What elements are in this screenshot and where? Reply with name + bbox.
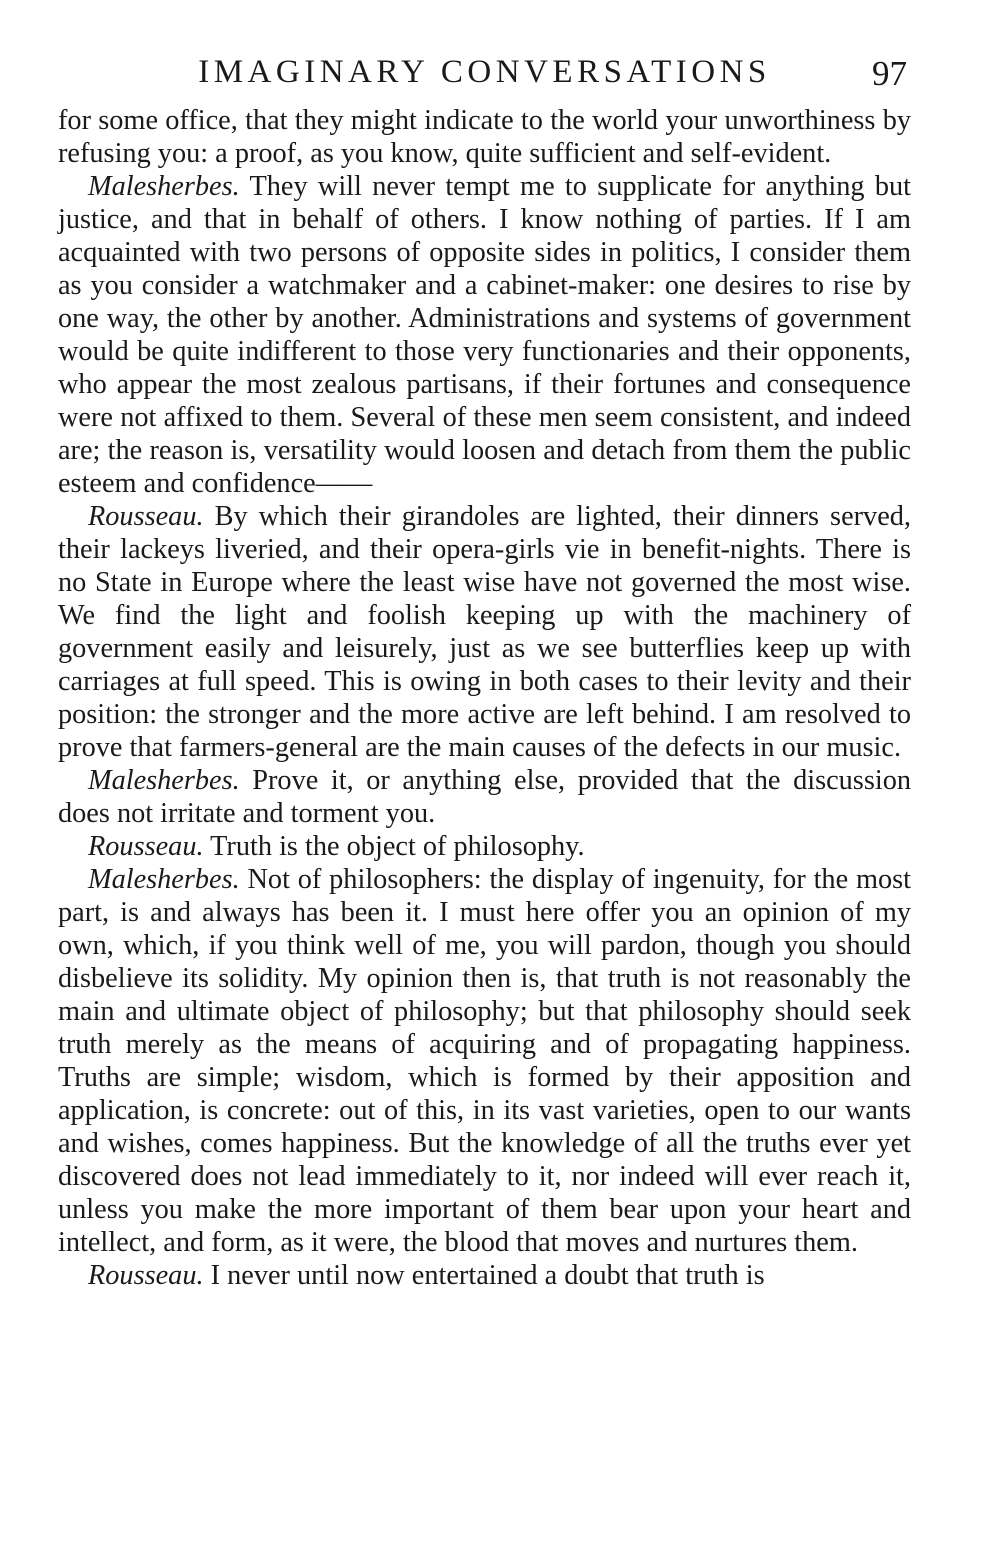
speaker-name: Rousseau.: [88, 831, 204, 862]
speaker-name: Rousseau.: [88, 501, 204, 532]
paragraph-text: for some office, that they might indicate to the world your unworthiness by refusing you: a proof, as you know, quite sufficient and self-evident.: [58, 105, 911, 169]
speaker-name: Malesherbes.: [88, 864, 240, 895]
paragraph-text: Truth is the object of philosophy.: [210, 831, 585, 862]
paragraph: [58, 863, 911, 1259]
paragraph: [58, 500, 911, 764]
page-number: 97: [872, 54, 907, 93]
paragraph-text: By which their girandoles are lighted, their dinners served, their lackeys liveried, and their opera-girls vie in benefit-nights. There is no State in Europe where the least wise have not governed the most wise. We find the light and foolish keeping up with the machinery of government easily and leisurely, just as we see butterflies keep up with carriages at full speed. This is owing in both cases to their levity and their position: the stronger and the more active are left behind. I am resolved to prove that farmers-general are the main causes of the defects in our music.: [58, 501, 911, 763]
paragraph: [58, 830, 911, 863]
paragraph-text: Prove it, or anything else, provided that the discussion does not irritate and torment you.: [58, 765, 911, 829]
speaker-name: Malesherbes.: [88, 765, 240, 796]
book-page: [58, 50, 911, 1292]
running-title: IMAGINARY CONVERSATIONS: [198, 54, 771, 90]
paragraph-text: Not of philosophers: the display of ingenuity, for the most part, is and always has been it. I must here offer you an opinion of my own, which, if you think well of me, you will pardon, though you should disbelieve its solidity. My opinion then is, that truth is not reasonably the main and ultimate object of philosophy; but that philosophy should seek truth merely as the means of acquiring and of propagating happiness. Truths are simple; wisdom, which is formed by their apposition and application, is concrete: out of this, in its vast varieties, open to our wants and wishes, comes happiness. But the knowledge of all the truths ever yet discovered does not lead immediately to it, nor indeed will ever reach it, unless you make the more important of them bear upon your heart and intellect, and form, as it were, the blood that moves and nurtures them.: [58, 864, 911, 1258]
running-head: [58, 50, 911, 94]
paragraph: [58, 170, 911, 500]
speaker-name: Malesherbes.: [88, 171, 240, 202]
paragraph-text: They will never tempt me to supplicate for anything but justice, and that in behalf of others. I know nothing of parties. If I am acquainted with two persons of opposite sides in politics, I consider them as you consider a watchmaker and a cabinet-maker: one desires to rise by one way, the other by another. Administrations and systems of government would be quite indifferent to those very functionaries and their opponents, who appear the most zealous partisans, if their fortunes and consequence were not affixed to them. Several of these men seem consistent, and indeed are; the reason is, versatility would loosen and detach from them the public esteem and confidence——: [58, 171, 911, 499]
paragraph: [58, 1259, 911, 1292]
paragraph-text: I never until now entertained a doubt that truth is: [210, 1260, 765, 1291]
body-text: [58, 104, 911, 1292]
paragraph: [58, 104, 911, 170]
paragraph: [58, 764, 911, 830]
speaker-name: Rousseau.: [88, 1260, 204, 1291]
